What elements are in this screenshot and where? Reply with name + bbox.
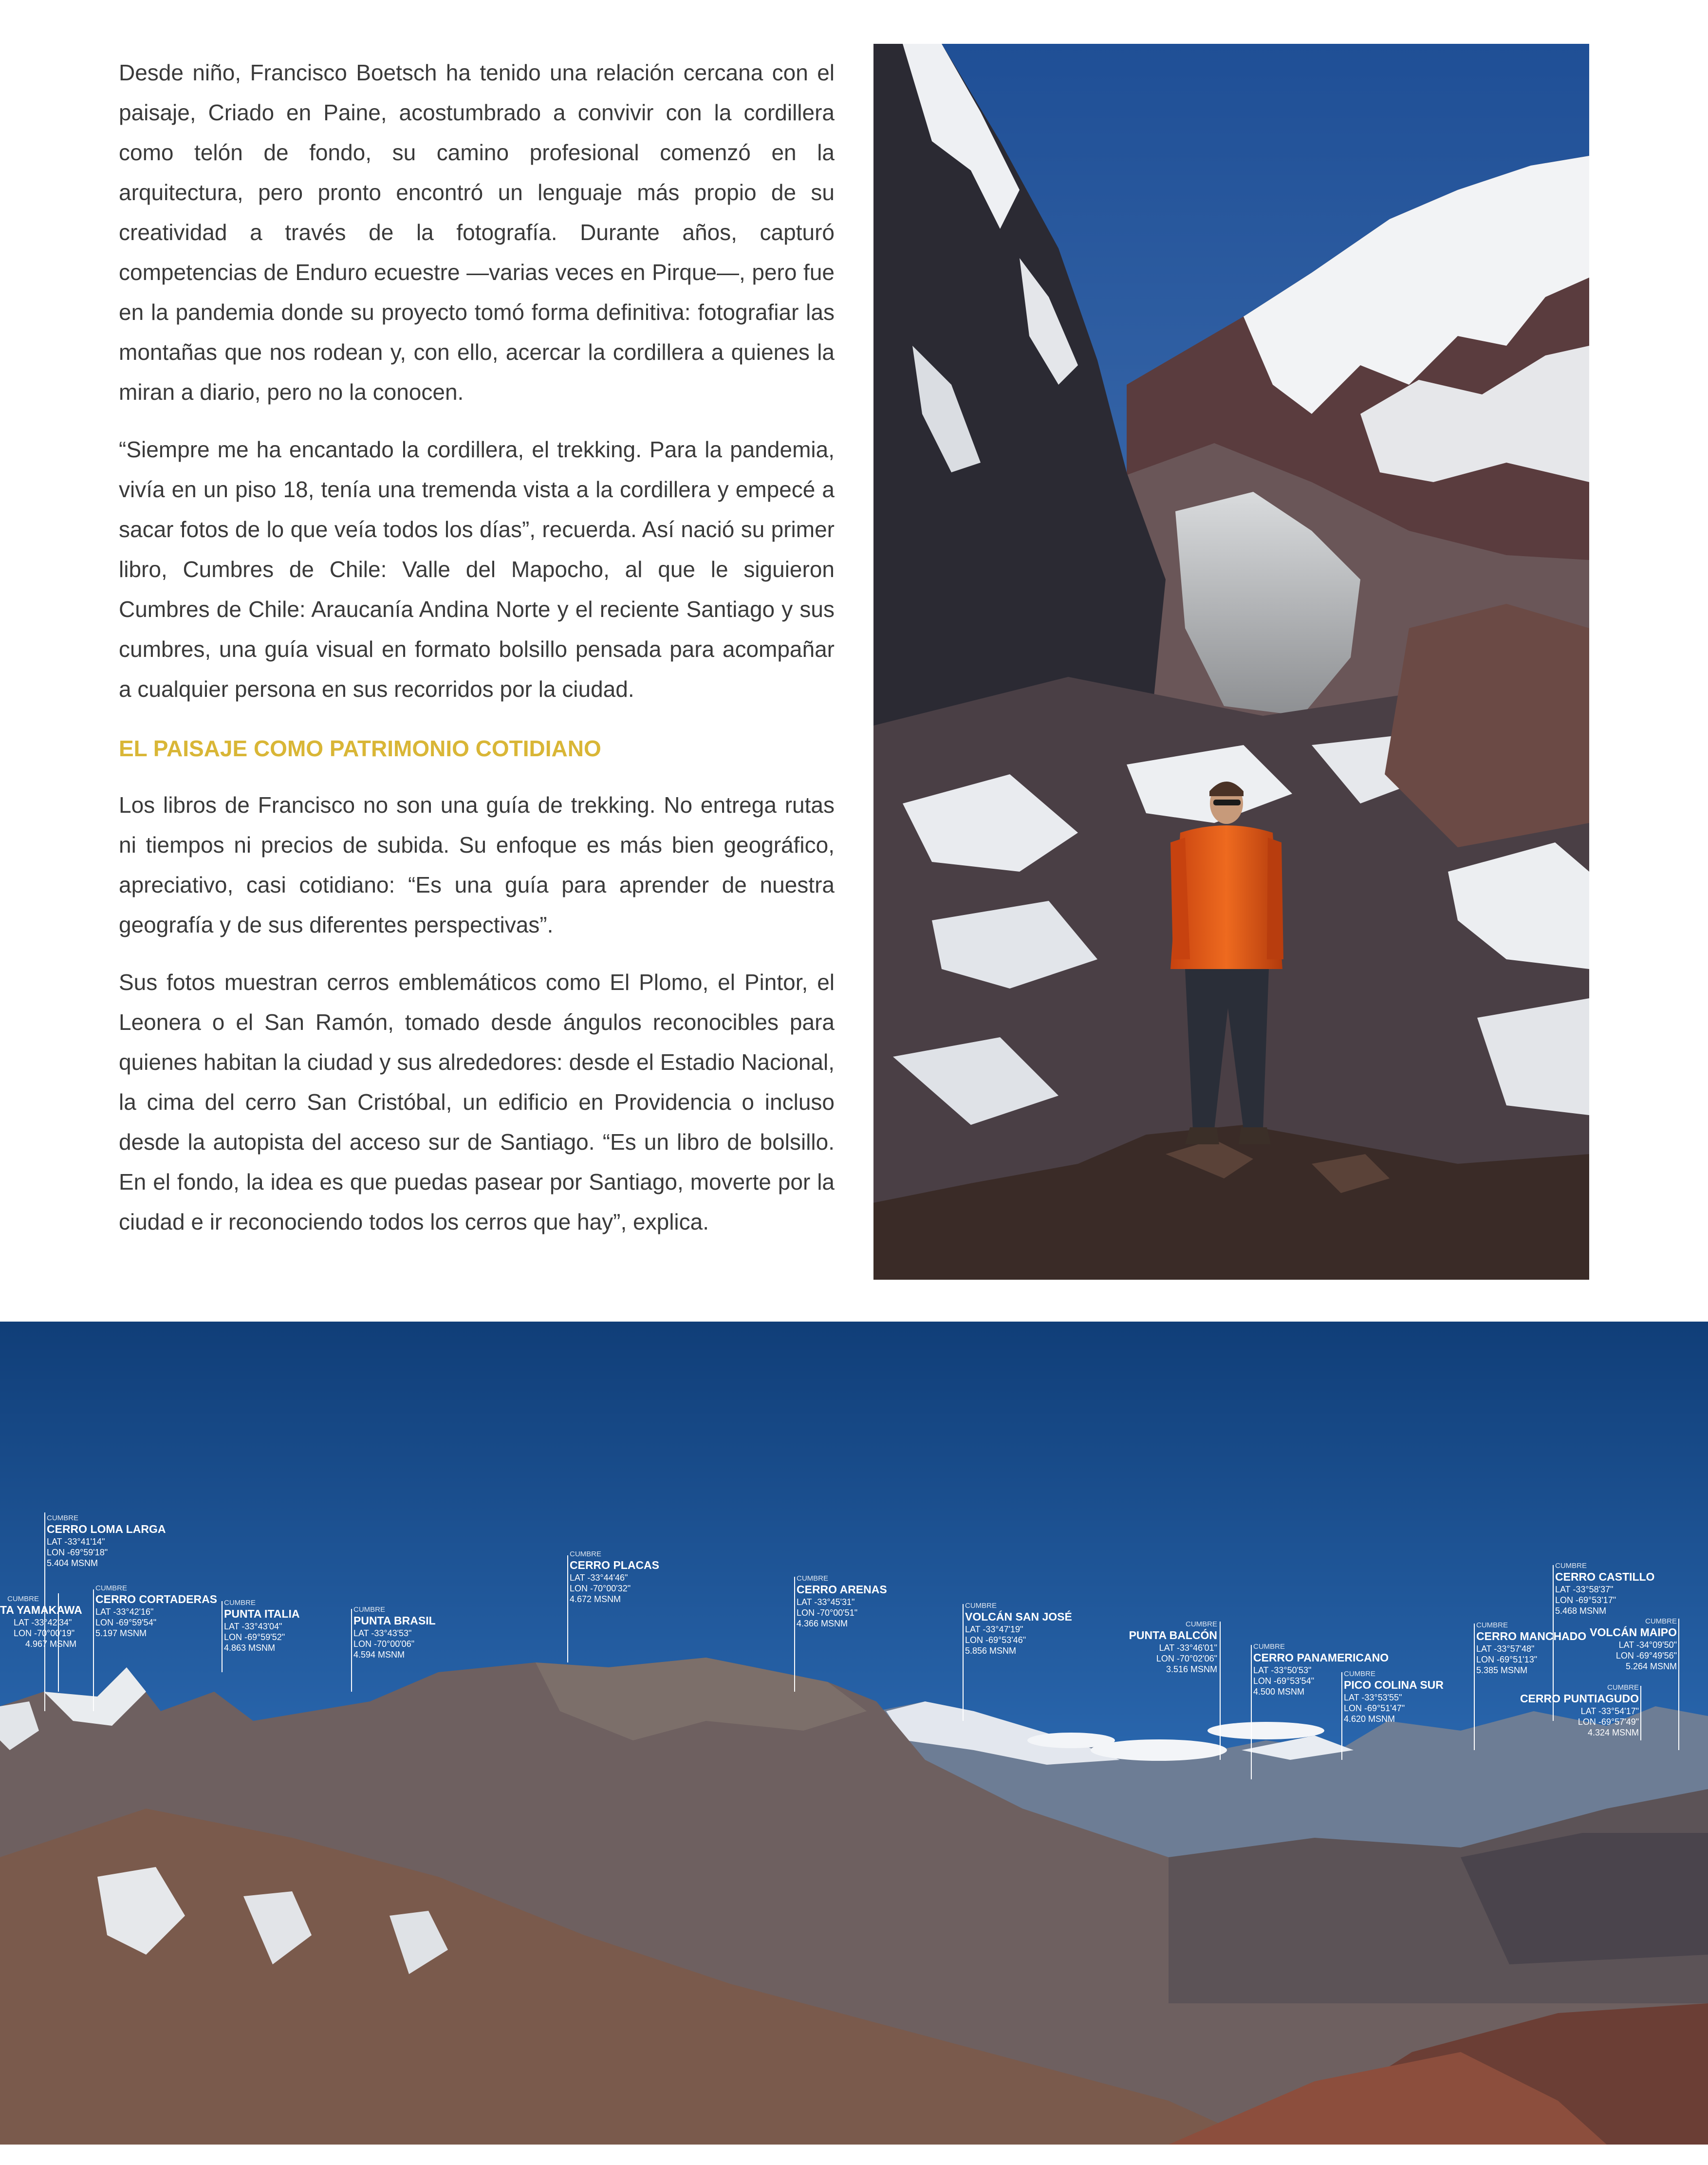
panorama-illustration — [0, 1322, 1708, 2145]
peak-name: VOLCÁN SAN JOSÉ — [965, 1610, 1072, 1623]
peak-kind: CUMBRE — [224, 1599, 256, 1607]
peak-lon: LON -69°59'18" — [47, 1548, 108, 1557]
peak-lat: LAT -33°41'14" — [47, 1537, 105, 1547]
peak-kind: CUMBRE — [1555, 1562, 1587, 1570]
peak-lon: LON -69°59'54" — [95, 1618, 157, 1627]
peak-name: TA YAMAKAWA — [0, 1604, 82, 1616]
article-paragraph: Sus fotos muestran cerros emblemáticos como El Plomo, el Pintor, el Leonera o el San Ramón, tomado desde ángulos reconocibles para quienes habitan la ciudad y sus alrededores: desde el Estadio Nacional, la cima del cerro San Cristóbal, un edificio en Providencia o incluso desde la autopista del acceso sur de Santiago. “Es un libro de bolsillo. En el fondo, la idea es que puedas pasear por Santiago, moverte por la ciudad e ir reconociendo todos los cerros que hay”, explica. — [119, 970, 835, 1234]
peak-name: PUNTA ITALIA — [224, 1607, 300, 1620]
peak-alt: 5.404 MSNM — [47, 1558, 98, 1568]
peak-lon: LON -69°59'52" — [224, 1632, 285, 1642]
peak-kind: CUMBRE — [7, 1595, 39, 1603]
peak-alt: 4.620 MSNM — [1344, 1714, 1395, 1724]
peak-alt: 3.516 MSNM — [1166, 1664, 1217, 1674]
peak-name: CERRO PLACAS — [570, 1559, 660, 1571]
peak-kind: CUMBRE — [47, 1514, 79, 1522]
peak-lat: LAT -33°42'34" — [14, 1618, 72, 1627]
peak-name: CERRO PANAMERICANO — [1253, 1651, 1389, 1664]
peak-lon: LON -70°00'19" — [14, 1628, 75, 1638]
peak-alt: 4.500 MSNM — [1253, 1687, 1305, 1697]
peak-name: PUNTA BALCÓN — [1129, 1629, 1217, 1642]
peak-name: CERRO CASTILLO — [1555, 1570, 1655, 1583]
peak-lat: LAT -33°47'19" — [965, 1624, 1023, 1634]
peak-lon: LON -70°00'06" — [353, 1639, 415, 1649]
peak-lat: LAT -33°46'01" — [1159, 1643, 1217, 1653]
peak-alt: 5.197 MSNM — [95, 1628, 147, 1638]
peak-lon: LON -70°00'51" — [797, 1608, 858, 1618]
peak-lat: LAT -33°44'46" — [570, 1573, 628, 1583]
peak-name: VOLCÁN MAIPO — [1590, 1626, 1677, 1639]
peak-kind: CUMBRE — [965, 1602, 997, 1610]
peak-lat: LAT -33°50'53" — [1253, 1665, 1312, 1675]
peak-alt: 4.324 MSNM — [1587, 1728, 1639, 1737]
peak-lon: LON -69°57'49" — [1578, 1717, 1639, 1727]
article-text — [119, 53, 835, 1259]
article-paragraph: “Siempre me ha encantado la cordillera, el trekking. Para la pandemia, vivía en un piso 18, tenía una tremenda vista a la cordillera y empecé a sacar fotos de lo que veía todos los días”, recuerda. Así nació su primer libro, Cumbres de Chile: Valle del Mapocho, al que le siguieron Cumbres de Chile: Araucanía Andina Norte y el reciente Santiago y sus cumbres, una guía visual en formato bolsillo pensada para acompañar a cualquier persona en sus recorridos por la ciudad. — [119, 437, 835, 702]
peak-lon: LON -69°51'13" — [1476, 1655, 1538, 1664]
peak-kind: CUMBRE — [570, 1550, 602, 1558]
peak-alt: 4.863 MSNM — [224, 1643, 276, 1653]
peak-name: CERRO LOMA LARGA — [47, 1523, 166, 1535]
peak-name: CERRO PUNTIAGUDO — [1520, 1692, 1639, 1705]
peak-alt: 4.594 MSNM — [353, 1650, 405, 1660]
section-heading: EL PAISAJE COMO PATRIMONIO COTIDIANO — [119, 736, 601, 761]
peak-name: CERRO CORTADERAS — [95, 1593, 218, 1605]
peak-alt: 5.856 MSNM — [965, 1646, 1017, 1656]
peak-name: PUNTA BRASIL — [353, 1614, 436, 1627]
peak-kind: CUMBRE — [1607, 1683, 1639, 1692]
peak-lat: LAT -33°57'48" — [1476, 1644, 1535, 1654]
peak-kind: CUMBRE — [1185, 1620, 1217, 1628]
peak-lat: LAT -33°45'31" — [797, 1597, 855, 1607]
hiker-photo — [873, 44, 1589, 1280]
peak-lat: LAT -33°43'04" — [224, 1622, 282, 1631]
peak-lon: LON -70°00'32" — [570, 1584, 631, 1593]
peak-name: CERRO ARENAS — [797, 1583, 887, 1596]
peak-lat: LAT -33°42'16" — [95, 1607, 154, 1617]
panorama-photo — [0, 1322, 1708, 2145]
peak-alt: 5.468 MSNM — [1555, 1606, 1607, 1616]
peak-alt: 4.672 MSNM — [570, 1594, 621, 1604]
peak-kind: CUMBRE — [353, 1605, 386, 1614]
peak-kind: CUMBRE — [1253, 1642, 1285, 1651]
peak-lat: LAT -33°53'55" — [1344, 1693, 1402, 1702]
peak-kind: CUMBRE — [797, 1574, 829, 1583]
peak-kind: CUMBRE — [1645, 1617, 1677, 1625]
peak-name: CERRO MANCHADO — [1476, 1630, 1587, 1642]
peak-lat: LAT -33°58'37" — [1555, 1585, 1614, 1594]
peak-kind: CUMBRE — [1476, 1621, 1508, 1629]
peak-lat: LAT -33°43'53" — [353, 1628, 412, 1638]
peak-alt: 5.385 MSNM — [1476, 1665, 1528, 1675]
peak-lon: LON -70°02'06" — [1156, 1654, 1217, 1663]
peak-lon: LON -69°53'54" — [1253, 1676, 1315, 1686]
peak-lat: LAT -33°54'17" — [1580, 1706, 1639, 1716]
peak-alt: 4.366 MSNM — [797, 1619, 848, 1628]
peak-lat: LAT -34°09'50" — [1618, 1640, 1677, 1650]
article-paragraph: Los libros de Francisco no son una guía de trekking. No entrega rutas ni tiempos ni precios de subida. Su enfoque es más bien geográfico, apreciativo, casi cotidiano: “Es una guía para aprender de nuestra geografía y de sus diferentes perspectivas”. — [119, 792, 835, 937]
peak-lon: LON -69°53'46" — [965, 1635, 1026, 1645]
peak-kind: CUMBRE — [95, 1584, 128, 1592]
peak-kind: CUMBRE — [1344, 1670, 1376, 1678]
hiker-photo-illustration — [873, 44, 1589, 1280]
peak-name: PICO COLINA SUR — [1344, 1679, 1444, 1691]
peak-alt: 5.264 MSNM — [1625, 1661, 1677, 1671]
peak-lon: LON -69°51'47" — [1344, 1703, 1405, 1713]
peak-lon: LON -69°53'17" — [1555, 1595, 1616, 1605]
peak-lon: LON -69°49'56" — [1615, 1651, 1677, 1661]
peak-alt: 4.967 MSNM — [25, 1639, 77, 1649]
article-paragraph: Desde niño, Francisco Boetsch ha tenido una relación cercana con el paisaje, Criado en Paine, acostumbrado a convivir con la cordillera como telón de fondo, su camino profesional comenzó en la arquitectura, pero pronto encontró un lenguaje más propio de su creatividad a través de la fotografía. Durante años, capturó competencias de Enduro ecuestre —varias veces en Pirque—, pero fue en la pandemia donde su proyecto tomó forma definitiva: fotografiar las montañas que nos rodean y, con ello, acercar la cordillera a quienes la miran a diario, pero no la conocen. — [119, 60, 835, 405]
